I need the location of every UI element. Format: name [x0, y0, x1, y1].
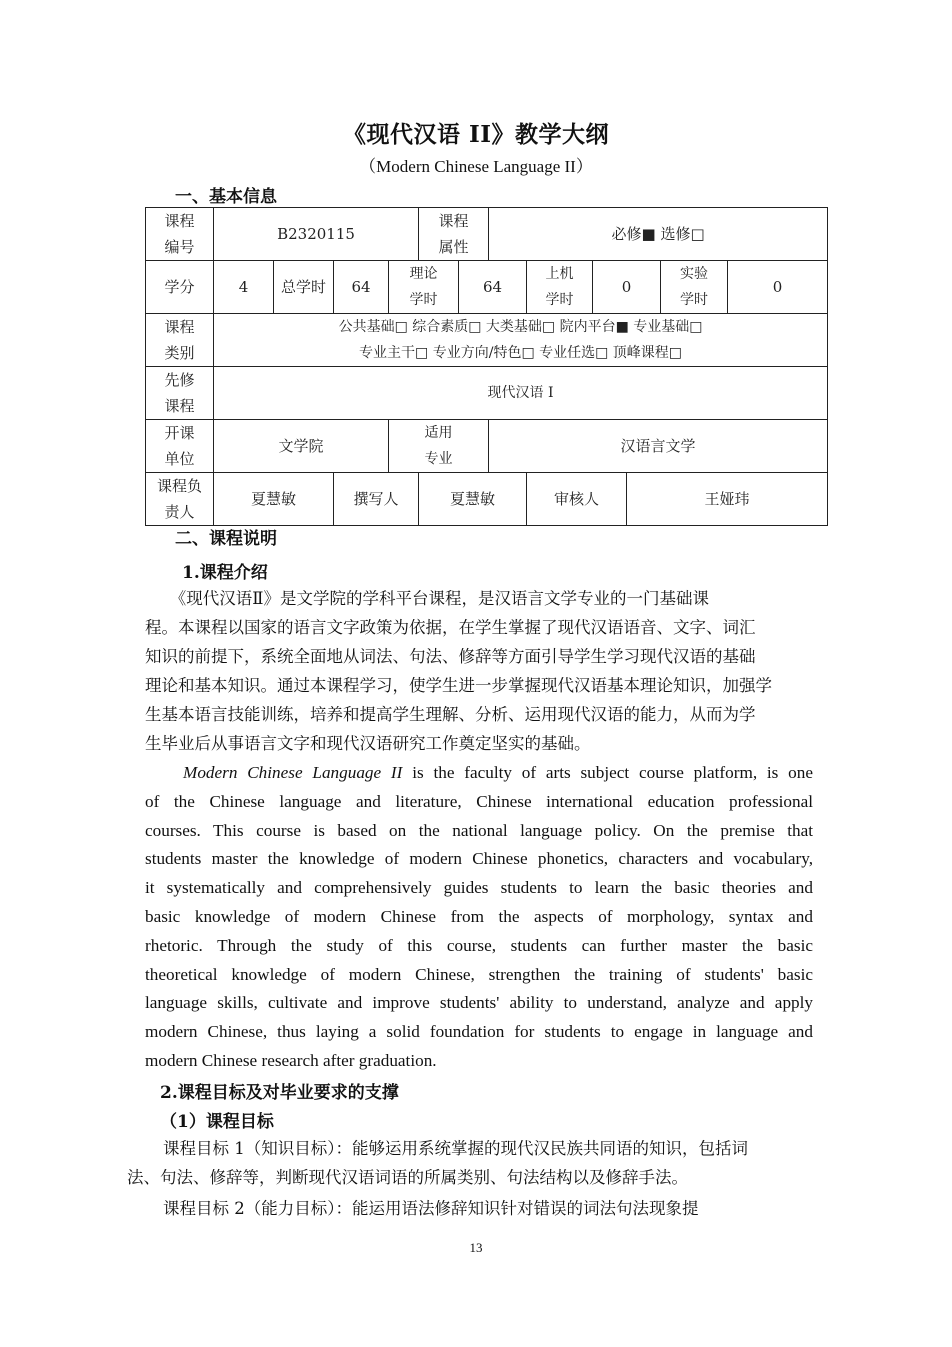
table-row	[146, 314, 828, 367]
major-value: 汉语言文学	[489, 420, 828, 473]
course-info-table	[145, 207, 828, 526]
paragraph-line: 课程目标 2（能力目标）：能运用语法修辞知识针对错误的词法句法现象提	[163, 1199, 699, 1218]
total-hours-label: 总学时	[274, 261, 334, 314]
paragraph-line: it systematically and comprehensively guides students to learn the basic theories and	[145, 878, 813, 898]
table-row	[146, 367, 828, 420]
prereq-label: 先修 课程	[146, 367, 214, 420]
paragraph-line: 知识的前提下，系统全面地从词法、句法、修辞等方面引导学生学习现代汉语的基础	[145, 647, 756, 666]
category-label: 课程 类别	[146, 314, 214, 367]
theory-hours-value: 64	[459, 261, 527, 314]
course-goal-2	[127, 1194, 817, 1223]
owner-label: 课程负 责人	[146, 473, 214, 526]
course-attr-value: 必修■ 选修□	[489, 208, 828, 261]
major-label: 适用 专业	[389, 420, 489, 473]
paragraph-line: of the Chinese language and literature, Chinese international education professional	[145, 791, 813, 811]
paragraph-line: 理论和基本知识。通过本课程学习，使学生进一步掌握现代汉语基本理论知识，加强学	[145, 676, 772, 695]
paragraph-line: 课程目标 1（知识目标）：能够运用系统掌握的现代汉民族共同语的知识，包括词	[163, 1139, 748, 1158]
category-options	[214, 314, 828, 367]
reviewer-label: 审核人	[527, 473, 627, 526]
paragraph-line: basic knowledge of modern Chinese from the aspects of morphology, syntax and	[145, 906, 813, 926]
course-title-italic: Modern Chinese Language II	[183, 763, 403, 782]
paragraph-line: 程。本课程以国家的语言文字政策为依据，在学生掌握了现代汉语语音、文字、词汇	[145, 618, 756, 637]
page-subtitle: （Modern Chinese Language II）	[359, 157, 593, 176]
paragraph-line: 法、句法、修辞等，判断现代汉语词语的所属类别、句法结构以及修辞手法。	[127, 1168, 688, 1187]
table-row	[146, 208, 828, 261]
paragraph-line: modern Chinese, thus laying a solid foundation for students to engage in language and	[145, 1022, 813, 1042]
computer-hours-label: 上机 学时	[527, 261, 593, 314]
paragraph-line: language skills, cultivate and improve students' ability to understand, analyze and apply	[145, 993, 813, 1013]
course-intro-chinese	[145, 584, 827, 758]
lab-hours-value: 0	[728, 261, 828, 314]
category-line-1: 公共基础□ 综合素质□ 大类基础□ 院内平台■ 专业基础□	[338, 319, 703, 335]
computer-hours-value: 0	[593, 261, 661, 314]
paragraph-line: theoretical knowledge of modern Chinese, strengthen the training of students' basic	[145, 964, 813, 984]
credit-value: 4	[214, 261, 274, 314]
theory-hours-label: 理论 学时	[389, 261, 459, 314]
paragraph-line: 生毕业后从事语言文字和现代汉语研究工作奠定坚实的基础。	[145, 734, 591, 753]
page-title: 《现代汉语 II》教学大纲	[342, 121, 610, 148]
subheading-goals-list: （1）课程目标	[160, 1112, 274, 1132]
unit-label: 开课 单位	[146, 420, 214, 473]
course-attr-label: 课程 属性	[419, 208, 489, 261]
course-intro-english	[145, 759, 813, 1076]
paragraph-line: 生基本语言技能训练，培养和提高学生理解、分析、运用现代汉语的能力，从而为学	[145, 705, 756, 724]
writer-value: 夏慧敏	[419, 473, 527, 526]
category-line-2: 专业主干□ 专业方向/特色□ 专业任选□ 顶峰课程□	[359, 345, 683, 361]
course-goal-1	[127, 1134, 817, 1192]
credit-label: 学分	[146, 261, 214, 314]
writer-label: 撰写人	[334, 473, 419, 526]
table-row	[146, 420, 828, 473]
table-row	[146, 261, 828, 314]
subheading-course-intro: 1.课程介绍	[182, 563, 268, 583]
lab-hours-label: 实验 学时	[661, 261, 728, 314]
paragraph-line: students master the knowledge of modern Chinese phonetics, characters and vocabulary,	[145, 849, 813, 869]
subheading-course-goals: 2.课程目标及对毕业要求的支撑	[160, 1083, 399, 1103]
unit-value: 文学院	[214, 420, 389, 473]
course-code-value: B2320115	[214, 208, 419, 261]
paragraph-line: courses. This course is based on the national language policy. On the premise that	[145, 820, 813, 840]
reviewer-value: 王娅玮	[627, 473, 828, 526]
total-hours-value: 64	[334, 261, 389, 314]
paragraph-line: rhetoric. Through the study of this course, students can further master the basic	[145, 935, 813, 955]
table-row	[146, 473, 828, 526]
owner-value: 夏慧敏	[214, 473, 334, 526]
section-heading-basic-info: 一、基本信息	[175, 187, 277, 207]
page-number: 13	[469, 1240, 483, 1255]
paragraph-line: 《现代汉语Ⅱ》是文学院的学科平台课程，是汉语言文学专业的一门基础课	[145, 589, 709, 608]
paragraph-line: Modern Chinese Language II is the faculty of arts subject course platform, is one	[183, 763, 813, 782]
paragraph-line: modern Chinese research after graduation.	[145, 1050, 437, 1070]
course-code-label: 课程 编号	[146, 208, 214, 261]
section-heading-course-description: 二、课程说明	[175, 529, 277, 549]
prereq-value: 现代汉语 I	[214, 367, 828, 420]
